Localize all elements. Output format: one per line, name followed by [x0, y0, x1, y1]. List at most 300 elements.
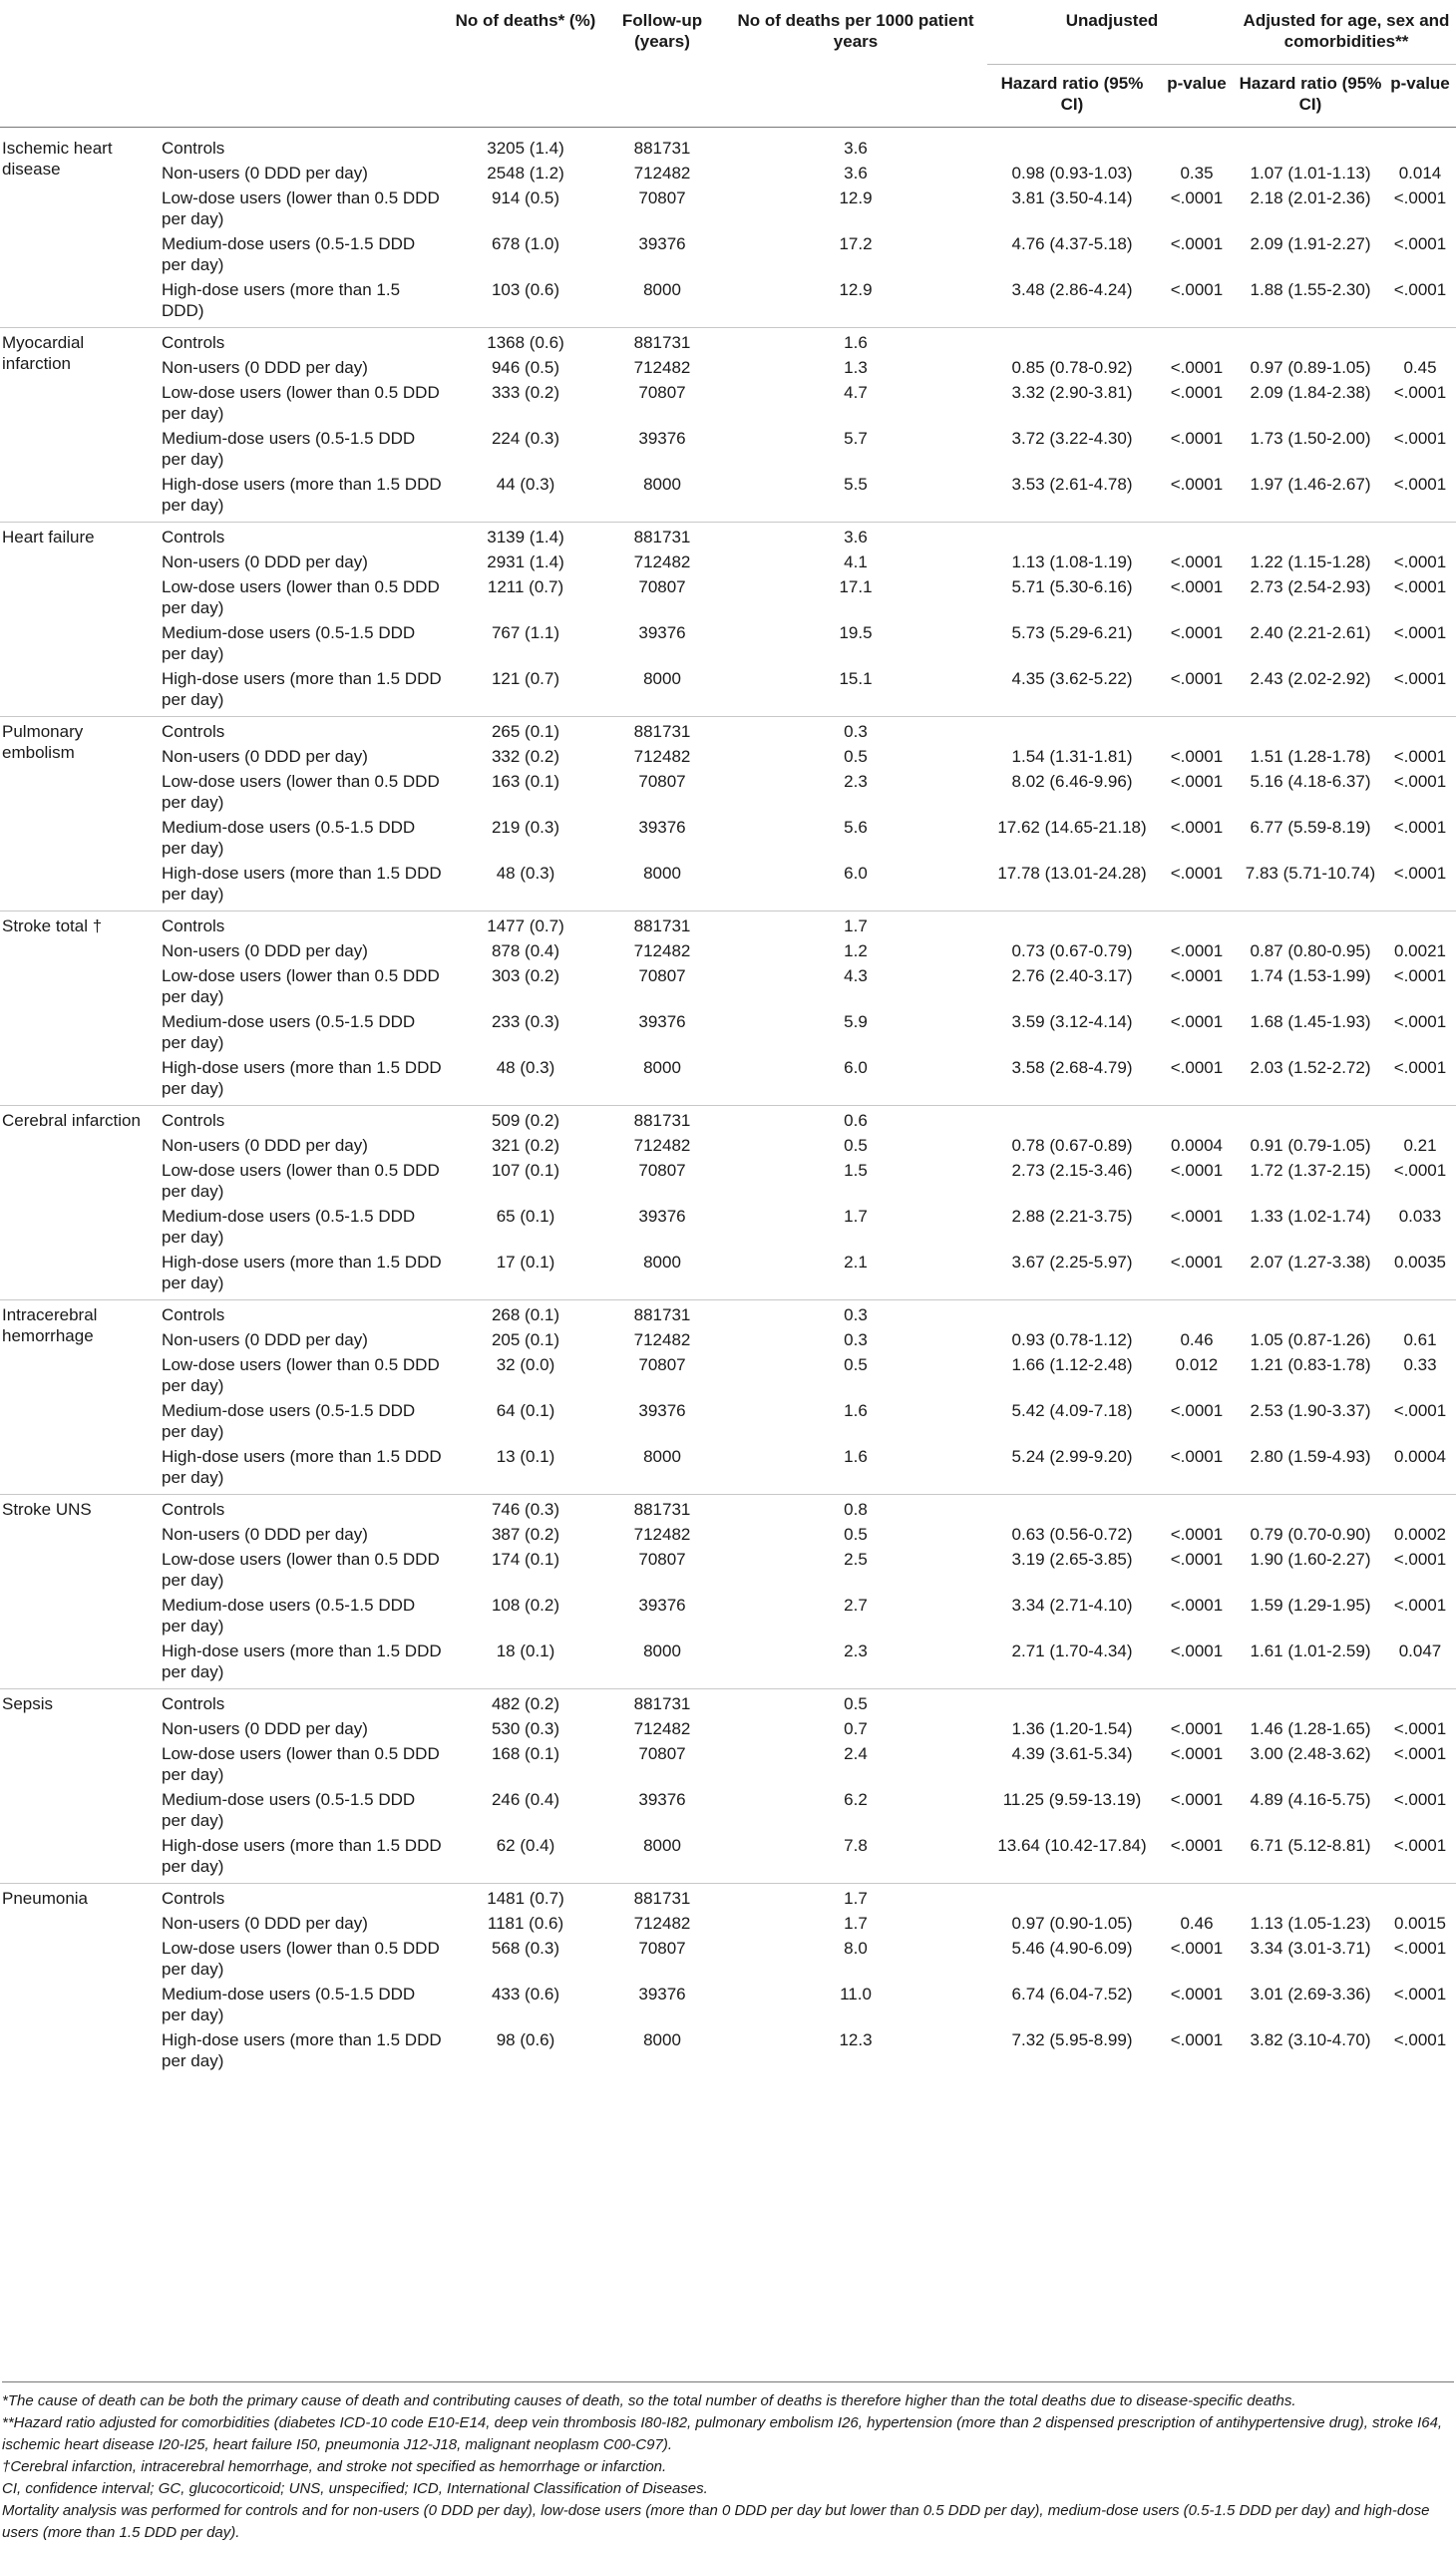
- deaths-cell: 767 (1.1): [491, 623, 560, 642]
- rate-cell: 12.3: [839, 2030, 873, 2049]
- rate-cell: 0.3: [724, 1300, 987, 1326]
- hr-adjusted-cell: 6.77 (5.59-8.19): [1250, 818, 1371, 837]
- dose-group-cell: Low-dose users (lower than 0.5 DDD per day): [162, 1355, 440, 1395]
- dose-group-cell: Low-dose users (lower than 0.5 DDD per day): [162, 966, 440, 1006]
- deaths-cell: 32 (0.0): [496, 1355, 555, 1374]
- p-unadjusted-cell: <.0001: [1170, 747, 1224, 766]
- followup-cell: 39376: [638, 1401, 686, 1420]
- hr-unadjusted-cell: 6.74 (6.04-7.52): [1011, 1985, 1133, 2004]
- hr-unadjusted-cell: 5.73 (5.29-6.21): [1011, 623, 1133, 642]
- rate-cell: 1.6: [844, 1401, 868, 1420]
- rate-cell: 0.3: [844, 1330, 868, 1349]
- rate-cell: 7.8: [844, 1836, 868, 1855]
- table-row: [0, 1007, 1456, 1053]
- deaths-cell: 233 (0.3): [491, 1012, 560, 1031]
- dose-group-cell: Non-users (0 DDD per day): [162, 747, 368, 766]
- hr-adjusted-cell: 2.18 (2.01-2.36): [1250, 188, 1371, 207]
- p-adjusted-cell: <.0001: [1393, 234, 1447, 253]
- followup-cell: 712482: [633, 941, 691, 960]
- p-unadjusted-cell: <.0001: [1170, 1525, 1224, 1544]
- p-unadjusted-cell: [1157, 128, 1237, 160]
- hr-unadjusted-cell: 5.42 (4.09-7.18): [1011, 1401, 1133, 1420]
- deaths-cell: 48 (0.3): [496, 1058, 555, 1077]
- p-adjusted-cell: <.0001: [1393, 2030, 1447, 2049]
- dose-group-cell: High-dose users (more than 1.5 DDD): [162, 280, 401, 320]
- table-row: [0, 275, 1456, 328]
- dose-group-cell: Non-users (0 DDD per day): [162, 552, 368, 571]
- p-unadjusted-cell: <.0001: [1170, 1719, 1224, 1738]
- deaths-cell: 18 (0.1): [496, 1641, 555, 1660]
- dose-group-cell: High-dose users (more than 1.5 DDD per day): [162, 475, 442, 515]
- table-row: [0, 2025, 1456, 2077]
- dose-group-cell: Non-users (0 DDD per day): [162, 941, 368, 960]
- followup-cell: 881731: [600, 1689, 724, 1715]
- deaths-cell: 482 (0.2): [451, 1689, 600, 1715]
- p-adjusted-cell: 0.21: [1403, 1136, 1437, 1155]
- table-row: [0, 183, 1456, 229]
- footnote: †Cerebral infarction, intracerebral hemorrhage, and stroke not specified as hemorrhage or infarction.: [2, 2458, 667, 2475]
- rate-cell: 19.5: [839, 623, 873, 642]
- hr-unadjusted-cell: 1.54 (1.31-1.81): [1011, 747, 1133, 766]
- hr-adjusted-cell: 4.89 (4.16-5.75): [1250, 1790, 1371, 1809]
- followup-cell: 712482: [633, 1525, 691, 1544]
- header-p-adjusted: p-value: [1384, 65, 1456, 128]
- dose-group-cell: High-dose users (more than 1.5 DDD per day): [162, 669, 442, 709]
- followup-cell: 8000: [643, 280, 681, 299]
- followup-cell: 39376: [638, 1790, 686, 1809]
- p-unadjusted-cell: <.0001: [1170, 577, 1224, 596]
- followup-cell: 8000: [643, 475, 681, 494]
- p-unadjusted-cell: <.0001: [1170, 358, 1224, 377]
- hr-unadjusted-cell: 0.97 (0.90-1.05): [1011, 1914, 1133, 1933]
- deaths-cell: 2931 (1.4): [487, 552, 564, 571]
- rate-cell: 2.7: [844, 1596, 868, 1615]
- cause-of-death-cell: Intracerebral hemorrhage: [0, 1300, 162, 1495]
- rate-cell: 17.1: [839, 577, 873, 596]
- table-row: [0, 1106, 1456, 1132]
- p-adjusted-cell: <.0001: [1393, 552, 1447, 571]
- followup-cell: 881731: [600, 1106, 724, 1132]
- p-unadjusted-cell: <.0001: [1170, 1985, 1224, 2004]
- p-unadjusted-cell: [1157, 1300, 1237, 1326]
- table-row: [0, 229, 1456, 275]
- table-row: [0, 523, 1456, 548]
- rate-cell: 0.7: [844, 1719, 868, 1738]
- table-row: [0, 159, 1456, 183]
- p-adjusted-cell: <.0001: [1393, 1550, 1447, 1569]
- p-unadjusted-cell: [1157, 1106, 1237, 1132]
- hr-adjusted-cell: 1.97 (1.46-2.67): [1250, 475, 1371, 494]
- followup-cell: 8000: [643, 2030, 681, 2049]
- header-deaths: No of deaths* (%): [451, 0, 600, 128]
- followup-cell: 70807: [638, 966, 686, 985]
- rate-cell: 4.1: [844, 552, 868, 571]
- p-unadjusted-cell: <.0001: [1170, 818, 1224, 837]
- dose-group-cell: Non-users (0 DDD per day): [162, 1719, 368, 1738]
- rate-cell: 0.5: [724, 1689, 987, 1715]
- p-unadjusted-cell: <.0001: [1170, 383, 1224, 402]
- p-adjusted-cell: [1384, 523, 1456, 548]
- rate-cell: 0.5: [844, 747, 868, 766]
- hr-adjusted-cell: 2.09 (1.91-2.27): [1250, 234, 1371, 253]
- followup-cell: 70807: [638, 577, 686, 596]
- p-adjusted-cell: [1384, 717, 1456, 743]
- followup-cell: 881731: [600, 1884, 724, 1910]
- p-adjusted-cell: 0.0035: [1394, 1253, 1446, 1272]
- deaths-cell: 103 (0.6): [491, 280, 560, 299]
- dose-group-cell: Controls: [162, 139, 225, 158]
- rate-cell: 1.7: [724, 1884, 987, 1910]
- p-adjusted-cell: 0.61: [1403, 1330, 1437, 1349]
- header-unadjusted: Unadjusted: [987, 0, 1237, 65]
- p-adjusted-cell: 0.014: [1398, 164, 1442, 182]
- p-adjusted-cell: <.0001: [1393, 1596, 1447, 1615]
- hr-adjusted-cell: 1.33 (1.02-1.74): [1250, 1207, 1371, 1226]
- deaths-cell: 44 (0.3): [496, 475, 555, 494]
- table-row: [0, 424, 1456, 470]
- hr-adjusted-cell: 1.73 (1.50-2.00): [1250, 429, 1371, 448]
- p-unadjusted-cell: <.0001: [1170, 1207, 1224, 1226]
- dose-group-cell: Medium-dose users (0.5-1.5 DDD per day): [162, 818, 416, 858]
- deaths-cell: 17 (0.1): [496, 1253, 555, 1272]
- hr-unadjusted-cell: 5.71 (5.30-6.16): [1011, 577, 1133, 596]
- table-row: [0, 1714, 1456, 1739]
- dose-group-cell: Non-users (0 DDD per day): [162, 1330, 368, 1349]
- rate-cell: 1.6: [724, 328, 987, 354]
- header-blank: [0, 0, 162, 65]
- rate-cell: 4.3: [844, 966, 868, 985]
- p-adjusted-cell: <.0001: [1393, 280, 1447, 299]
- hr-unadjusted-cell: 4.39 (3.61-5.34): [1011, 1744, 1133, 1763]
- deaths-cell: 433 (0.6): [491, 1985, 560, 2004]
- rate-cell: 1.7: [724, 912, 987, 937]
- p-adjusted-cell: <.0001: [1393, 1058, 1447, 1077]
- dose-group-cell: High-dose users (more than 1.5 DDD per day): [162, 1253, 442, 1292]
- p-adjusted-cell: <.0001: [1393, 1790, 1447, 1809]
- deaths-cell: 107 (0.1): [491, 1161, 560, 1180]
- hr-adjusted-cell: 1.90 (1.60-2.27): [1250, 1550, 1371, 1569]
- hr-adjusted-cell: 0.87 (0.80-0.95): [1250, 941, 1371, 960]
- dose-group-cell: Medium-dose users (0.5-1.5 DDD per day): [162, 1985, 416, 2024]
- rate-cell: 0.5: [844, 1525, 868, 1544]
- table-row: [0, 1739, 1456, 1785]
- rate-cell: 0.6: [724, 1106, 987, 1132]
- table-row: [0, 1884, 1456, 1910]
- rate-cell: 0.8: [724, 1495, 987, 1521]
- rate-cell: 6.2: [844, 1790, 868, 1809]
- dose-group-cell: Medium-dose users (0.5-1.5 DDD per day): [162, 234, 416, 274]
- p-unadjusted-cell: [1157, 1495, 1237, 1521]
- followup-cell: 70807: [638, 383, 686, 402]
- table-row: [0, 1495, 1456, 1521]
- rate-cell: 5.9: [844, 1012, 868, 1031]
- dose-group-cell: Non-users (0 DDD per day): [162, 1914, 368, 1933]
- header-followup: Follow-up (years): [600, 0, 724, 128]
- followup-cell: 881731: [600, 1300, 724, 1326]
- dose-group-cell: Controls: [162, 1495, 451, 1521]
- table-row: [0, 1934, 1456, 1980]
- deaths-cell: 265 (0.1): [451, 717, 600, 743]
- deaths-cell: 1477 (0.7): [451, 912, 600, 937]
- hr-adjusted-cell: 1.13 (1.05-1.23): [1250, 1914, 1371, 1933]
- deaths-cell: 98 (0.6): [496, 2030, 555, 2049]
- table-row: [0, 1520, 1456, 1545]
- deaths-cell: 946 (0.5): [491, 358, 560, 377]
- p-unadjusted-cell: 0.0004: [1171, 1136, 1223, 1155]
- cause-of-death-cell: Cerebral infarction: [0, 1106, 162, 1300]
- dose-group-cell: Low-dose users (lower than 0.5 DDD per day): [162, 1744, 440, 1784]
- p-adjusted-cell: [1384, 1689, 1456, 1715]
- table-row: [0, 767, 1456, 813]
- followup-cell: 39376: [638, 1207, 686, 1226]
- followup-cell: 881731: [600, 912, 724, 937]
- p-adjusted-cell: <.0001: [1393, 747, 1447, 766]
- p-unadjusted-cell: <.0001: [1170, 552, 1224, 571]
- deaths-cell: 568 (0.3): [491, 1939, 560, 1958]
- p-adjusted-cell: <.0001: [1393, 577, 1447, 596]
- hr-unadjusted-cell: 2.88 (2.21-3.75): [1011, 1207, 1133, 1226]
- p-unadjusted-cell: 0.46: [1180, 1330, 1214, 1349]
- p-unadjusted-cell: <.0001: [1170, 1401, 1224, 1420]
- hr-adjusted-cell: 5.16 (4.18-6.37): [1250, 772, 1371, 791]
- table-row: [0, 936, 1456, 961]
- hr-unadjusted-cell: 3.58 (2.68-4.79): [1011, 1058, 1133, 1077]
- deaths-cell: 746 (0.3): [451, 1495, 600, 1521]
- p-unadjusted-cell: <.0001: [1170, 1161, 1224, 1180]
- p-unadjusted-cell: <.0001: [1170, 234, 1224, 253]
- deaths-cell: 1368 (0.6): [451, 328, 600, 354]
- followup-cell: 712482: [633, 1914, 691, 1933]
- hr-unadjusted-cell: 3.19 (2.65-3.85): [1011, 1550, 1133, 1569]
- rate-cell: 0.3: [724, 717, 987, 743]
- table-body: [0, 128, 1456, 2078]
- p-unadjusted-cell: <.0001: [1170, 280, 1224, 299]
- deaths-cell: 530 (0.3): [491, 1719, 560, 1738]
- p-unadjusted-cell: <.0001: [1170, 475, 1224, 494]
- deaths-cell: 321 (0.2): [491, 1136, 560, 1155]
- followup-cell: 712482: [633, 1719, 691, 1738]
- deaths-cell: 246 (0.4): [491, 1790, 560, 1809]
- dose-group-cell: Medium-dose users (0.5-1.5 DDD per day): [162, 1401, 416, 1441]
- p-adjusted-cell: 0.33: [1403, 1355, 1437, 1374]
- hr-adjusted-cell: 0.91 (0.79-1.05): [1250, 1136, 1371, 1155]
- header-blank: [162, 0, 451, 65]
- deaths-cell: 163 (0.1): [491, 772, 560, 791]
- rate-cell: 0.5: [844, 1355, 868, 1374]
- header-hr-adjusted: Hazard ratio (95% CI): [1237, 65, 1384, 128]
- hr-unadjusted-cell: 0.78 (0.67-0.89): [1011, 1136, 1133, 1155]
- rate-cell: 17.2: [839, 234, 873, 253]
- deaths-cell: 332 (0.2): [491, 747, 560, 766]
- cause-of-death-cell: Pulmonary embolism: [0, 717, 162, 912]
- rate-cell: 6.0: [844, 864, 868, 883]
- followup-cell: 70807: [638, 1355, 686, 1374]
- deaths-cell: 387 (0.2): [491, 1525, 560, 1544]
- p-unadjusted-cell: <.0001: [1170, 1596, 1224, 1615]
- hr-adjusted-cell: 6.71 (5.12-8.81): [1250, 1836, 1371, 1855]
- rate-cell: 8.0: [844, 1939, 868, 1958]
- rate-cell: 1.6: [844, 1447, 868, 1466]
- dose-group-cell: Low-dose users (lower than 0.5 DDD per day): [162, 1550, 440, 1590]
- dose-group-cell: Controls: [162, 1106, 451, 1132]
- hr-unadjusted-cell: 5.24 (2.99-9.20): [1011, 1447, 1133, 1466]
- table-row: [0, 1300, 1456, 1326]
- dose-group-cell: Medium-dose users (0.5-1.5 DDD per day): [162, 429, 416, 469]
- dose-group-cell: High-dose users (more than 1.5 DDD per day): [162, 1836, 442, 1876]
- p-unadjusted-cell: <.0001: [1170, 1790, 1224, 1809]
- dose-group-cell: Low-dose users (lower than 0.5 DDD per day): [162, 577, 440, 617]
- table-row: [0, 1831, 1456, 1884]
- hr-unadjusted-cell: 13.64 (10.42-17.84): [997, 1836, 1147, 1855]
- hr-unadjusted-cell: 3.59 (3.12-4.14): [1011, 1012, 1133, 1031]
- deaths-cell: 914 (0.5): [491, 188, 560, 207]
- table-row: [0, 1248, 1456, 1300]
- p-adjusted-cell: [1384, 1884, 1456, 1910]
- hr-adjusted-cell: [1237, 1495, 1384, 1521]
- p-unadjusted-cell: <.0001: [1170, 941, 1224, 960]
- hr-unadjusted-cell: 17.78 (13.01-24.28): [997, 864, 1147, 883]
- deaths-cell: 3205 (1.4): [487, 139, 564, 158]
- header-adjusted: Adjusted for age, sex and comorbidities**: [1237, 0, 1456, 65]
- p-unadjusted-cell: <.0001: [1170, 2030, 1224, 2049]
- hr-adjusted-cell: 2.09 (1.84-2.38): [1250, 383, 1371, 402]
- followup-cell: 39376: [638, 623, 686, 642]
- p-adjusted-cell: <.0001: [1393, 1744, 1447, 1763]
- p-adjusted-cell: <.0001: [1393, 383, 1447, 402]
- deaths-cell: 678 (1.0): [491, 234, 560, 253]
- rate-cell: 11.0: [840, 1985, 872, 2004]
- followup-cell: 39376: [638, 1596, 686, 1615]
- header-blank: [0, 65, 162, 128]
- p-adjusted-cell: [1384, 328, 1456, 354]
- followup-cell: 70807: [638, 1939, 686, 1958]
- followup-cell: 8000: [643, 1058, 681, 1077]
- deaths-cell: 108 (0.2): [491, 1596, 560, 1615]
- p-unadjusted-cell: <.0001: [1170, 1836, 1224, 1855]
- hr-adjusted-cell: 2.03 (1.52-2.72): [1250, 1058, 1371, 1077]
- p-unadjusted-cell: [1157, 523, 1237, 548]
- dose-group-cell: Medium-dose users (0.5-1.5 DDD per day): [162, 1207, 416, 1247]
- p-adjusted-cell: 0.0021: [1394, 941, 1446, 960]
- p-adjusted-cell: <.0001: [1393, 623, 1447, 642]
- rate-cell: 12.9: [839, 188, 873, 207]
- hr-unadjusted-cell: 3.67 (2.25-5.97): [1011, 1253, 1133, 1272]
- hr-unadjusted-cell: [987, 1884, 1157, 1910]
- p-unadjusted-cell: <.0001: [1170, 966, 1224, 985]
- p-adjusted-cell: 0.0015: [1394, 1914, 1446, 1933]
- followup-cell: 39376: [638, 234, 686, 253]
- followup-cell: 70807: [638, 188, 686, 207]
- deaths-cell: 65 (0.1): [496, 1207, 555, 1226]
- p-unadjusted-cell: <.0001: [1170, 429, 1224, 448]
- hr-adjusted-cell: 1.07 (1.01-1.13): [1250, 164, 1371, 182]
- cause-of-death-cell: Stroke UNS: [0, 1495, 162, 1689]
- p-unadjusted-cell: <.0001: [1170, 1058, 1224, 1077]
- p-adjusted-cell: <.0001: [1393, 188, 1447, 207]
- table-row: [0, 742, 1456, 767]
- dose-group-cell: High-dose users (more than 1.5 DDD per day): [162, 864, 442, 904]
- hr-unadjusted-cell: [987, 128, 1157, 160]
- hr-unadjusted-cell: 1.36 (1.20-1.54): [1011, 1719, 1133, 1738]
- p-adjusted-cell: <.0001: [1393, 1985, 1447, 2004]
- hr-unadjusted-cell: [987, 1689, 1157, 1715]
- rate-cell: 15.1: [839, 669, 873, 688]
- hr-unadjusted-cell: 0.98 (0.93-1.03): [1011, 164, 1133, 182]
- followup-cell: 70807: [638, 1550, 686, 1569]
- footnote: Mortality analysis was performed for controls and for non-users (0 DDD per day), low-dose users (more than 0 DDD per day but lower than 0.5 DDD per day), medium-dose users (0.5-1.5 DDD per day) and high-dose users (more than 1.5 DDD per day).: [2, 2502, 1430, 2541]
- rate-cell: 4.7: [844, 383, 868, 402]
- hr-unadjusted-cell: 0.85 (0.78-0.92): [1011, 358, 1133, 377]
- deaths-cell: 1481 (0.7): [451, 1884, 600, 1910]
- header-rate: No of deaths per 1000 patient years: [724, 0, 987, 128]
- rate-cell: 2.3: [844, 1641, 868, 1660]
- p-unadjusted-cell: <.0001: [1170, 1550, 1224, 1569]
- deaths-cell: 333 (0.2): [491, 383, 560, 402]
- p-adjusted-cell: <.0001: [1393, 1836, 1447, 1855]
- hr-adjusted-cell: 1.46 (1.28-1.65): [1250, 1719, 1371, 1738]
- p-unadjusted-cell: <.0001: [1170, 669, 1224, 688]
- followup-cell: 881731: [600, 1495, 724, 1521]
- hr-unadjusted-cell: 1.66 (1.12-2.48): [1011, 1355, 1133, 1374]
- deaths-cell: 1211 (0.7): [487, 577, 564, 596]
- table-row: [0, 1591, 1456, 1637]
- hr-unadjusted-cell: 8.02 (6.46-9.96): [1011, 772, 1133, 791]
- hr-adjusted-cell: 3.82 (3.10-4.70): [1250, 2030, 1371, 2049]
- dose-group-cell: Medium-dose users (0.5-1.5 DDD per day): [162, 623, 416, 663]
- hr-adjusted-cell: 2.40 (2.21-2.61): [1250, 623, 1371, 642]
- footnote: CI, confidence interval; GC, glucocorticoid; UNS, unspecified; ICD, International Classification of Diseases.: [2, 2480, 708, 2497]
- table-row: [0, 1689, 1456, 1715]
- dose-group-cell: Non-users (0 DDD per day): [162, 164, 368, 182]
- table-row: [0, 717, 1456, 743]
- hr-unadjusted-cell: 3.53 (2.61-4.78): [1011, 475, 1133, 494]
- hr-unadjusted-cell: 0.93 (0.78-1.12): [1011, 1330, 1133, 1349]
- deaths-cell: 3139 (1.4): [451, 523, 600, 548]
- deaths-cell: 205 (0.1): [491, 1330, 560, 1349]
- cause-of-death-cell: Pneumonia: [0, 1884, 162, 2078]
- table-row: [0, 813, 1456, 859]
- p-adjusted-cell: <.0001: [1393, 818, 1447, 837]
- hr-adjusted-cell: 2.53 (1.90-3.37): [1250, 1401, 1371, 1420]
- table-row: [0, 664, 1456, 717]
- table-row: [0, 378, 1456, 424]
- table-row: [0, 1909, 1456, 1934]
- hr-unadjusted-cell: [987, 1300, 1157, 1326]
- deaths-cell: 2548 (1.2): [487, 164, 564, 182]
- hr-adjusted-cell: [1237, 1689, 1384, 1715]
- rate-cell: 1.5: [844, 1161, 868, 1180]
- p-unadjusted-cell: <.0001: [1170, 1744, 1224, 1763]
- table-row: [0, 1980, 1456, 2025]
- p-adjusted-cell: <.0001: [1393, 1012, 1447, 1031]
- hr-unadjusted-cell: [987, 1106, 1157, 1132]
- table-row: [0, 859, 1456, 912]
- followup-cell: 881731: [600, 328, 724, 354]
- hr-unadjusted-cell: 0.73 (0.67-0.79): [1011, 941, 1133, 960]
- p-adjusted-cell: 0.0004: [1394, 1447, 1446, 1466]
- followup-cell: 712482: [633, 1330, 691, 1349]
- cause-of-death-cell: Ischemic heart disease: [2, 139, 113, 179]
- dose-group-cell: Controls: [162, 523, 451, 548]
- p-adjusted-cell: 0.033: [1398, 1207, 1442, 1226]
- p-adjusted-cell: <.0001: [1393, 475, 1447, 494]
- cause-of-death-cell: Sepsis: [0, 1689, 162, 1884]
- p-adjusted-cell: [1384, 1300, 1456, 1326]
- header-blank: [162, 65, 451, 128]
- rate-cell: 5.6: [844, 818, 868, 837]
- followup-cell: 8000: [643, 1447, 681, 1466]
- followup-cell: 70807: [638, 1161, 686, 1180]
